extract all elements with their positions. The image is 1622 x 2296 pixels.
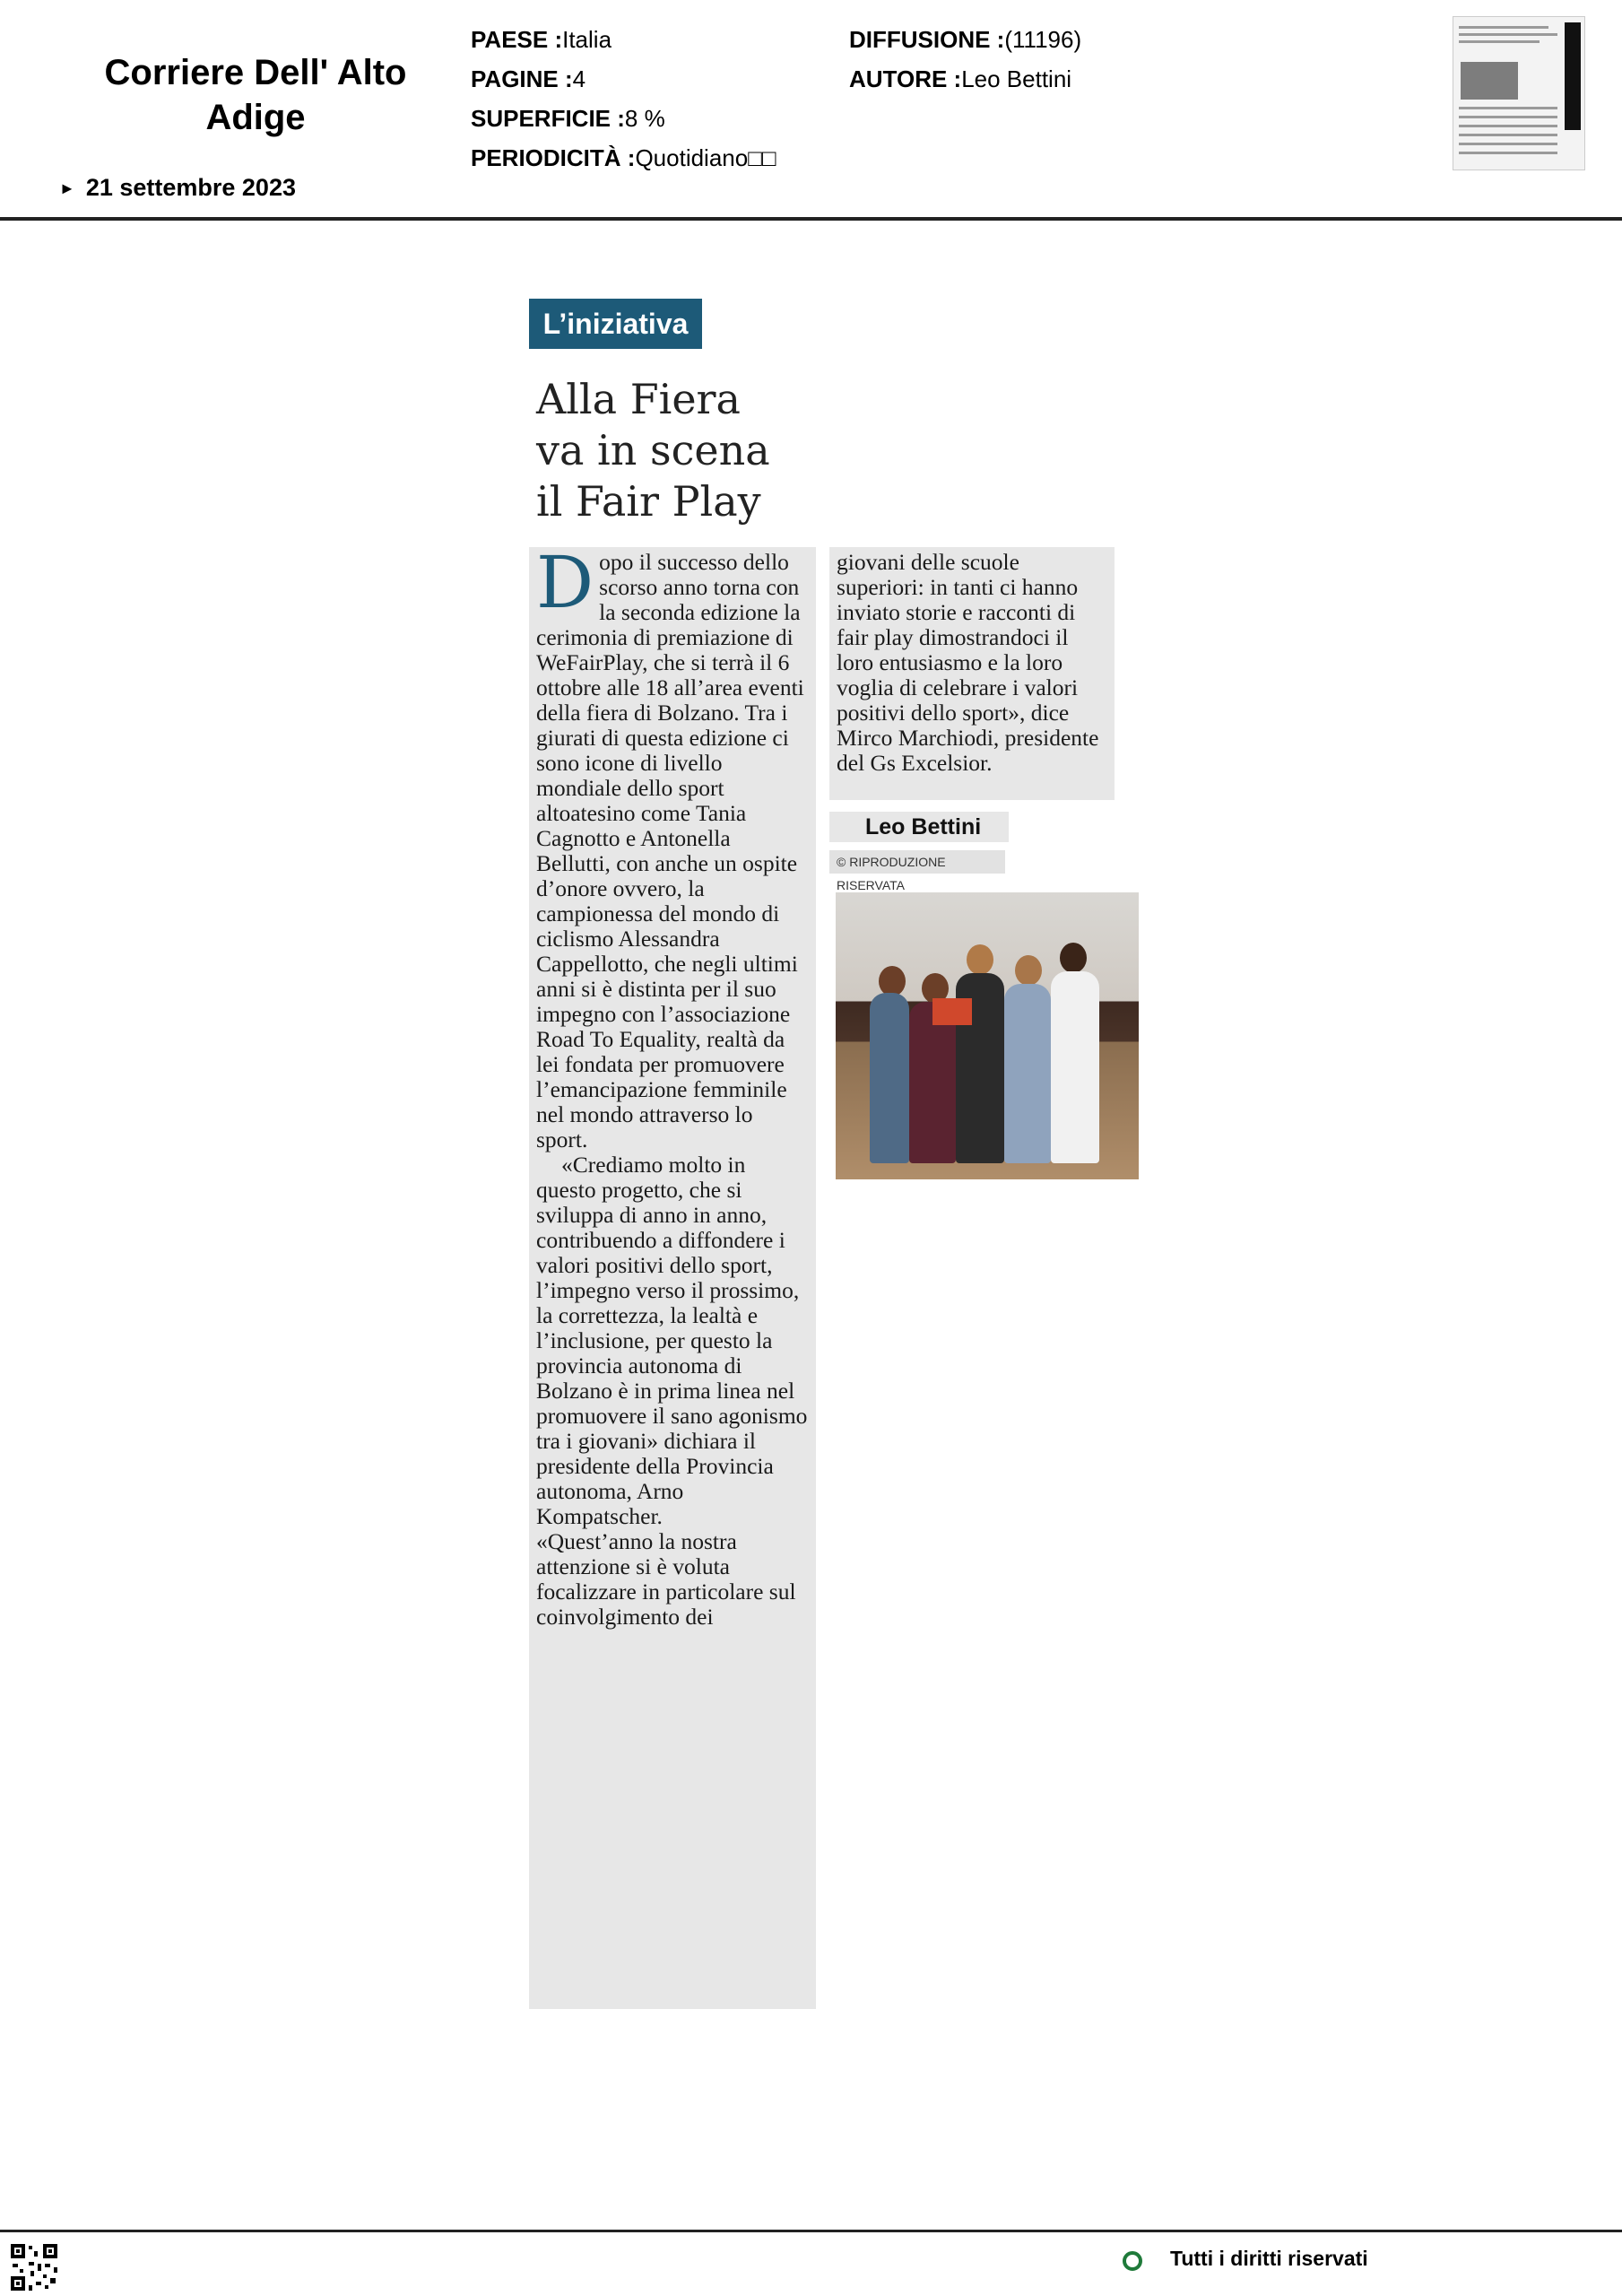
thumbnail-bar bbox=[1565, 22, 1581, 130]
article-column-2 bbox=[829, 547, 1115, 800]
footer-rights: Tutti i diritti riservati bbox=[1170, 2247, 1368, 2270]
headline-line: Alla Fiera bbox=[536, 375, 741, 423]
article-paragraph: «Crediamo molto in questo progetto, che si sviluppa di anno in anno, contribuendo a diffondere i valori positivi dello sport, l’impegno verso il prossimo, la correttezza, la lealtà e l’inclusione, per questo la provincia autonoma di Bolzano è in prima linea nel promuovere il sano agonismo tra i giovani» dichiara il presidente della Provincia autonoma, Arno Kompatscher. bbox=[536, 1152, 808, 1529]
page-thumbnail[interactable] bbox=[1453, 16, 1585, 170]
award-plaque bbox=[932, 998, 972, 1025]
headline-line: va in scena bbox=[536, 426, 770, 474]
date-text: 21 settembre 2023 bbox=[85, 174, 296, 201]
publication-name: Corriere Dell' Alto Adige bbox=[104, 53, 407, 137]
thumbnail-line bbox=[1459, 107, 1557, 109]
article-paragraph: opo il successo dello scorso anno torna con la seconda edizione la cerimonia di premiazione di WeFairPlay, che si terrà il 6 ottobre alle 18 all’area eventi della fiera di Bolzano. Tra i giurati di questa edizione ci sono icone di livello mondiale dello sport altoatesino come Tania Cagnotto e Antonella Bellutti, con anche un ospite d’onore ovvero, la campionessa del mondo di ciclismo Alessandra Cappellotto, che negli ultimi anni si è distinta per il suo impegno con l’associazione Road To Equality, realtà da lei fondata per promuovere l’emancipazione femminile nel mondo attraverso lo sport. bbox=[536, 549, 804, 1152]
meta-paese: PAESE :Italia bbox=[471, 26, 612, 53]
qr-code-icon bbox=[9, 2242, 59, 2292]
person-figure bbox=[870, 993, 909, 1163]
article-photo bbox=[836, 892, 1139, 1179]
person-head bbox=[1015, 955, 1042, 986]
meta-column-right bbox=[849, 20, 1081, 99]
person-head bbox=[967, 944, 993, 975]
headline-line: il Fair Play bbox=[536, 477, 761, 526]
article-byline: Leo Bettini bbox=[829, 812, 1009, 842]
thumbnail-line bbox=[1459, 26, 1548, 29]
footer-divider bbox=[0, 2230, 1622, 2232]
article-paragraph: «Quest’anno la nostra attenzione si è voluta focalizzare in particolare sul coinvolgimento dei bbox=[536, 1528, 796, 1630]
thumbnail-line bbox=[1459, 40, 1540, 43]
article-column-1 bbox=[529, 541, 816, 2009]
copyright-note: © RIPRODUZIONE RISERVATA bbox=[829, 850, 1005, 874]
thumbnail-line bbox=[1459, 152, 1557, 154]
thumbnail-line bbox=[1459, 134, 1557, 136]
meta-diffusione: DIFFUSIONE :(11196) bbox=[849, 26, 1082, 53]
person-head bbox=[879, 966, 906, 996]
thumbnail-line bbox=[1459, 125, 1557, 127]
masthead bbox=[0, 0, 1622, 219]
person-head bbox=[1060, 943, 1087, 973]
thumbnail-photo bbox=[1461, 62, 1518, 100]
article-headline bbox=[536, 374, 832, 527]
meta-autore: AUTORE :Leo Bettini bbox=[849, 65, 1072, 92]
status-circle-icon bbox=[1123, 2251, 1142, 2271]
drop-cap: D bbox=[536, 541, 594, 624]
person-figure bbox=[909, 1002, 956, 1163]
meta-periodicita: PERIODICITÀ :Quotidiano□□ bbox=[471, 144, 776, 171]
date-arrow-icon: ► bbox=[59, 179, 75, 197]
publication-date bbox=[59, 174, 296, 202]
meta-superficie: SUPERFICIE :8 % bbox=[471, 105, 665, 132]
header-divider bbox=[0, 217, 1622, 221]
article-paragraph: giovani delle scuole superiori: in tanti ci hanno inviato storie e racconti di fair play dimostrandoci il loro entusiasmo e la loro voglia di celebrare i valori positivi dello sport», dice Mirco Marchiodi, presidente del Gs Excelsior. bbox=[837, 549, 1099, 776]
person-figure bbox=[1004, 984, 1051, 1163]
meta-pagine: PAGINE :4 bbox=[471, 65, 586, 92]
meta-column-left bbox=[471, 20, 776, 178]
thumbnail-line bbox=[1459, 143, 1557, 145]
article-kicker: L’iniziativa bbox=[529, 299, 702, 349]
thumbnail-line bbox=[1459, 33, 1557, 36]
person-figure bbox=[1051, 971, 1099, 1163]
thumbnail-line bbox=[1459, 116, 1557, 118]
